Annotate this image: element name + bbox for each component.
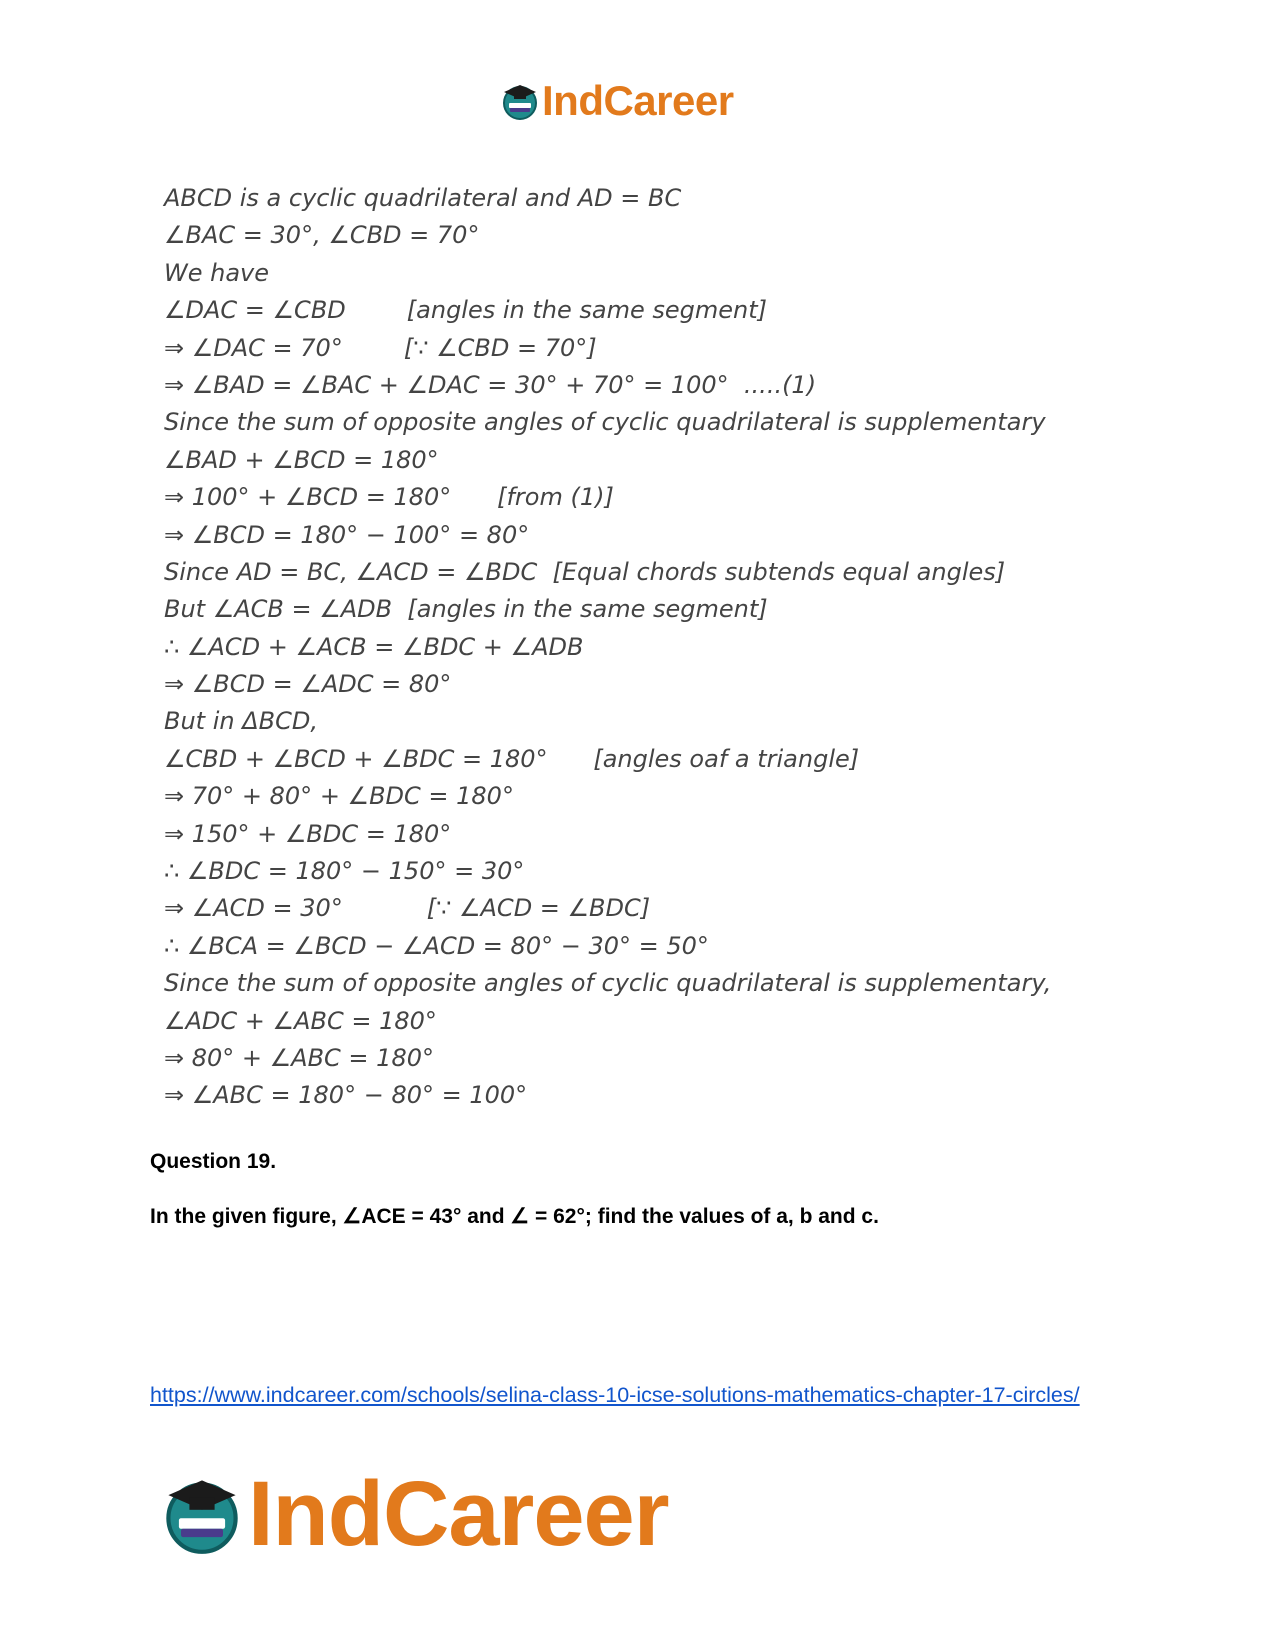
solution-line: ∠BAD + ∠BCD = 180°: [164, 445, 439, 474]
solution-line: We have: [164, 258, 270, 287]
solution-line: ⇒ ∠BCD = ∠ADC = 80°: [164, 670, 452, 699]
solution-line: But in ΔBCD,: [164, 707, 318, 736]
solution-line: ⇒ ∠ACD = 30° [∵ ∠ACD = ∠BDC]: [164, 894, 651, 923]
graduation-globe-icon: [500, 81, 540, 121]
solution-line: ⇒ ∠BCD = 180° − 100° = 80°: [164, 520, 530, 549]
solution-line: ∠DAC = ∠CBD [angles in the same segment]: [164, 296, 768, 325]
header-logo: [500, 77, 734, 124]
question-heading: Question 19.: [150, 1150, 277, 1173]
solution-line: ABCD is a cyclic quadrilateral and AD = BC: [164, 184, 682, 212]
solution-line: ⇒ ∠DAC = 70° [∵ ∠CBD = 70°]: [164, 333, 597, 362]
solution-line: ⇒ ∠BAD = ∠BAC + ∠DAC = 30° + 70° = 100° .....(1): [164, 370, 817, 399]
solution-line: ∠CBD + ∠BCD + ∠BDC = 180° [angles oaf a triangle]: [164, 744, 860, 773]
solution-line: ⇒ 80° + ∠ABC = 180°: [164, 1043, 434, 1072]
footer-logo: [160, 1463, 669, 1565]
solution-line: ⇒ ∠ABC = 180° − 80° = 100°: [164, 1081, 528, 1110]
header-logo-text: IndCareer: [542, 77, 734, 124]
question-text: In the given figure, ∠ACE = 43° and ∠ = 62°; find the values of a, b and c.: [150, 1205, 879, 1228]
solution-line: ⇒ 100° + ∠BCD = 180° [from (1)]: [164, 483, 614, 512]
solution-line: ∠ADC + ∠ABC = 180°: [164, 1006, 437, 1035]
solution-line: Since the sum of opposite angles of cyclic quadrilateral is supplementary: [164, 408, 1046, 437]
footer-logo-text: IndCareer: [248, 1463, 669, 1565]
solution-line: ⇒ 150° + ∠BDC = 180°: [164, 819, 452, 848]
source-link[interactable]: https://www.indcareer.com/schools/selina-class-10-icse-solutions-mathematics-chapter-17-circles/: [150, 1383, 1080, 1407]
solution-line: Since the sum of opposite angles of cyclic quadrilateral is supplementary,: [164, 969, 1052, 998]
solution-block: [164, 180, 1051, 1115]
solution-line: Since AD = BC, ∠ACD = ∠BDC [Equal chords subtends equal angles]: [164, 557, 1006, 586]
solution-line: ∠BAC = 30°, ∠CBD = 70°: [164, 221, 480, 250]
solution-line: But ∠ACB = ∠ADB [angles in the same segment]: [164, 595, 768, 624]
graduation-globe-icon: [160, 1472, 244, 1556]
solution-line: ∴ ∠ACD + ∠ACB = ∠BDC + ∠ADB: [164, 632, 584, 661]
solution-line: ∴ ∠BDC = 180° − 150° = 30°: [164, 857, 525, 886]
solution-line: ∴ ∠BCA = ∠BCD − ∠ACD = 80° − 30° = 50°: [164, 931, 709, 960]
solution-line: ⇒ 70° + 80° + ∠BDC = 180°: [164, 782, 514, 811]
